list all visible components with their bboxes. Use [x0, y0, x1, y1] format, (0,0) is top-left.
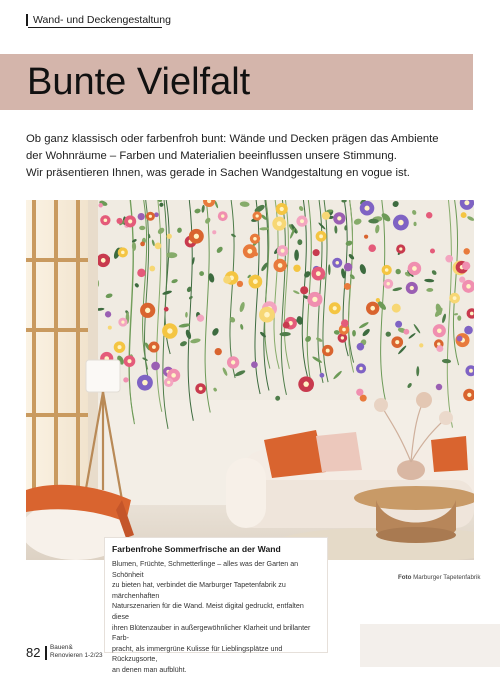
page-number: 82: [26, 645, 41, 660]
mural-blossom-center: [410, 286, 414, 290]
caption-line: zu bieten hat, verbindet die Marburger Tapetenfabrik zu märchenhaften: [112, 581, 286, 600]
mural-blossom: [116, 218, 122, 224]
mural-blossom: [138, 213, 145, 220]
caption-text: [112, 559, 320, 676]
mural-blossom-center: [370, 306, 375, 311]
photo-credit: [398, 574, 480, 581]
mural-blossom: [436, 345, 443, 352]
magazine-line: Renovieren 1-2/23: [50, 651, 103, 659]
mural-blossom-center: [101, 258, 106, 263]
mural-blossom: [344, 283, 351, 290]
mural-blossom: [357, 343, 365, 351]
mural-blossom-center: [171, 373, 176, 378]
page-title: Bunte Vielfalt: [27, 61, 251, 103]
mural-blossom: [322, 212, 330, 220]
caption-line: an denen man aufblüht.: [112, 665, 187, 674]
mural-blossom-center: [256, 214, 259, 217]
mural-blossom-center: [342, 328, 346, 332]
mural-blossom-center: [128, 219, 132, 223]
credit-label: Foto: [398, 574, 412, 581]
magazine-name: [50, 644, 103, 659]
mural-blossom-center: [152, 345, 156, 349]
intro-paragraph: [26, 131, 466, 182]
mural-blossom-center: [326, 349, 330, 353]
caption-line: Blumen, Früchte, Schmetterlinge – alles was der Garten an Schönheit: [112, 560, 299, 579]
mural-blossom-center: [281, 249, 285, 253]
footer-divider: [45, 646, 47, 660]
mural-blossom-center: [167, 328, 172, 333]
mural-blossom: [436, 384, 442, 390]
mural-blossom: [254, 252, 258, 256]
mural-blossom: [403, 329, 409, 335]
section-label: Wand- und Deckengestaltung: [26, 14, 171, 26]
mural-blossom: [430, 249, 435, 254]
mural-blossom: [293, 265, 300, 272]
mural-blossom-center: [470, 312, 474, 316]
mural-blossom-center: [337, 216, 341, 220]
mural-blossom-center: [359, 367, 363, 371]
mural-blossom: [237, 281, 243, 287]
mural-blossom-center: [127, 359, 131, 363]
mural-blossom-center: [121, 321, 124, 324]
mural-blossom-center: [280, 207, 284, 211]
credit-source: Marburger Tapetenfabrik: [413, 574, 481, 581]
mural-blossom-center: [278, 263, 283, 268]
interior-photo: [26, 200, 474, 560]
mural-blossom-center: [364, 206, 369, 211]
mural-blossom-center: [253, 279, 258, 284]
mural-blossom-center: [467, 393, 471, 397]
mural-blossom-center: [437, 328, 442, 333]
mural-blossom: [215, 348, 222, 355]
mural-blossom: [344, 263, 352, 271]
mural-blossom: [364, 235, 368, 239]
interior-photo-illustration: [26, 200, 474, 560]
mural-blossom-center: [300, 219, 304, 223]
mural-blossom-center: [303, 381, 309, 387]
mural-blossom-center: [341, 336, 344, 339]
caption-line: ihren Blütenzauber in außergewöhnlicher Klarheit und brillanter Farb-: [112, 623, 311, 643]
mural-blossom-center: [398, 220, 404, 226]
mural-blossom-center: [277, 221, 282, 226]
mural-blossom: [167, 234, 172, 239]
mural-blossom-center: [149, 215, 152, 218]
magazine-line: Bauen&: [50, 644, 73, 651]
mural-blossom-center: [145, 308, 150, 313]
intro-line: der Wohnräume – Farben und Materialien beeinflussen unsere Stimmung.: [26, 150, 397, 162]
mural-blossom: [376, 298, 380, 302]
intro-line: Wir präsentieren Ihnen, was gerade in Sachen Wandgestaltung en vogue ist.: [26, 167, 410, 179]
mural-blossom-center: [453, 296, 457, 300]
mural-blossom: [149, 266, 155, 272]
mural-blossom-center: [221, 214, 224, 217]
mural-blossom: [300, 286, 308, 294]
mural-blossom-center: [469, 369, 473, 373]
mural-blossom-center: [466, 284, 471, 289]
caption-line: Naturszenarien für die Wand. Meist digital gedruckt, entfalten diese: [112, 602, 304, 621]
mural-blossom-center: [335, 261, 339, 265]
mural-blossom: [164, 307, 169, 312]
mural-blossom-center: [167, 381, 170, 384]
corner-block: [360, 624, 500, 667]
mural-blossom-center: [319, 234, 323, 238]
mural-blossom: [419, 343, 423, 347]
mural-blossom-center: [399, 247, 402, 250]
mural-blossom: [108, 326, 112, 330]
mural-blossom: [395, 321, 402, 328]
mural-blossom: [368, 244, 376, 252]
mural-blossom-center: [395, 340, 399, 344]
mural-blossom-center: [231, 360, 235, 364]
mural-blossom: [313, 249, 320, 256]
mural-blossom: [123, 377, 128, 382]
mural-blossom: [223, 276, 231, 284]
mural-blossom-center: [386, 282, 389, 285]
mural-blossom: [140, 242, 145, 247]
mural-blossom: [461, 212, 467, 218]
mural-blossom: [457, 336, 463, 342]
mural-blossom: [155, 243, 162, 250]
mural-blossom-center: [385, 268, 389, 272]
intro-line: Ob ganz klassisch oder farbenfroh bunt: Wände und Decken prägen das Ambiente: [26, 133, 439, 145]
mural-blossom-center: [118, 345, 122, 349]
mural-blossom-center: [264, 312, 270, 318]
mural-blossom: [426, 212, 432, 218]
caption-box: [104, 537, 328, 674]
mural-blossom: [197, 315, 204, 322]
mural-blossom-center: [247, 249, 252, 254]
mural-blossom: [212, 230, 216, 234]
mural-blossom-center: [412, 266, 417, 271]
mural-blossom-center: [199, 387, 203, 391]
section-rule: [28, 27, 162, 28]
mural-blossom: [137, 269, 145, 277]
mural-blossom-center: [333, 306, 337, 310]
mural-blossom: [459, 277, 465, 283]
mural-blossom: [464, 326, 473, 335]
caption-title: Farbenfrohe Sommerfrische an der Wand: [112, 544, 281, 554]
mural-blossom-center: [121, 251, 125, 255]
mural-blossom: [319, 373, 324, 378]
mural-blossom-center: [464, 200, 469, 205]
mural-blossom: [251, 361, 258, 368]
mural-blossom-center: [104, 218, 108, 222]
mural-blossom: [356, 389, 363, 396]
mural-blossom: [341, 319, 349, 327]
mural-blossom: [105, 311, 111, 317]
mural-blossom: [463, 248, 470, 255]
mural-blossom: [283, 322, 290, 329]
mural-blossom-center: [253, 237, 257, 241]
caption-line: pracht, als immergrüne Kulisse für Lieblingsplätze und Rückzugsorte,: [112, 644, 283, 664]
mural-blossom: [151, 362, 160, 371]
mural-leaf: [294, 250, 299, 261]
mural-blossom-center: [316, 271, 321, 276]
mural-blossom: [392, 304, 401, 313]
mural-blossom-center: [142, 380, 148, 386]
mural-blossom-center: [312, 297, 317, 302]
mural-blossom-center: [194, 234, 199, 239]
mural-blossom: [98, 203, 102, 207]
mural-blossom: [445, 255, 453, 263]
mural-blossom: [462, 262, 470, 270]
